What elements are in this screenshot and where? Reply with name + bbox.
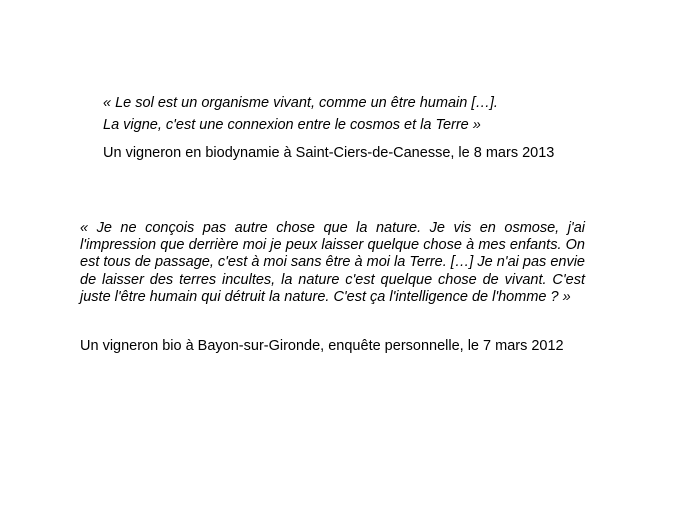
first-quote-attribution: Un vigneron en biodynamie à Saint-Ciers-de-Canesse, le 8 mars 2013 bbox=[103, 145, 555, 161]
second-quote-attribution: Un vigneron bio à Bayon-sur-Gironde, enquête personnelle, le 7 mars 2012 bbox=[80, 338, 564, 354]
second-quote: « Je ne conçois pas autre chose que la nature. Je vis en osmose, j'ai l'impression que derrière moi je peux laisser quelque chose à mes enfants. On est tous de passage, c'est à moi sans être à moi la Terre. […] Je n'ai pas envie de laisser des terres incultes, la nature c'est quelque chose de vivant. C'est juste l'être humain qui détruit la nature. C'est ça l'intelligence de l'homme ? » bbox=[80, 220, 585, 305]
first-quote-line-1: « Le sol est un organisme vivant, comme un être humain […]. bbox=[103, 95, 498, 111]
first-quote bbox=[103, 92, 643, 136]
first-quote-line-2: La vigne, c'est une connexion entre le cosmos et la Terre » bbox=[103, 117, 481, 133]
